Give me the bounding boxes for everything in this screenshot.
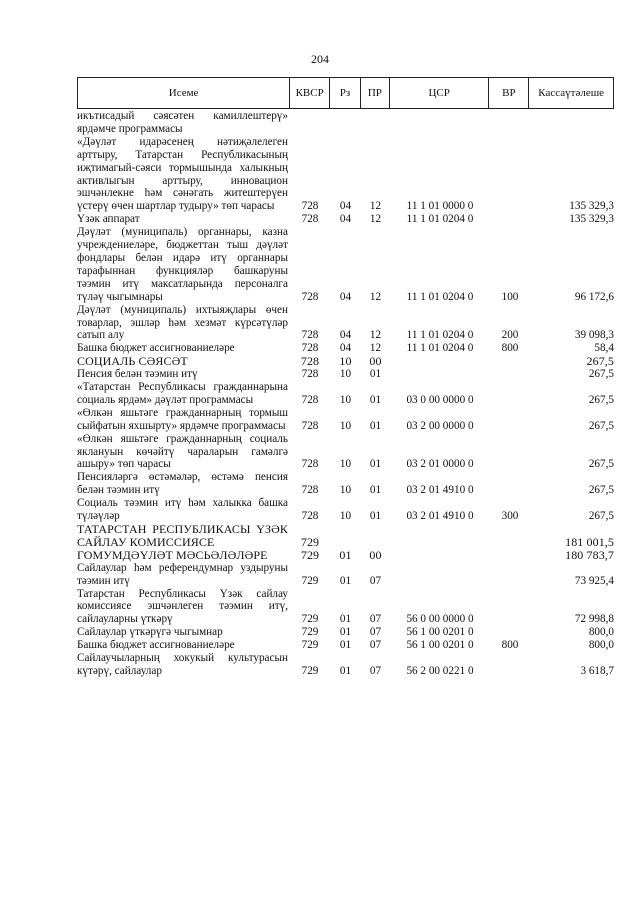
row-kassa: 72 998,8 bbox=[574, 613, 614, 626]
row-rz: 10 bbox=[339, 510, 352, 523]
row-vr: 100 bbox=[501, 290, 519, 303]
row-pr: 12 bbox=[369, 213, 382, 226]
row-csr: 11 1 01 0204 0 bbox=[406, 290, 474, 303]
row-pr: 12 bbox=[369, 329, 382, 342]
table-row bbox=[77, 562, 614, 588]
row-pr: 12 bbox=[369, 200, 382, 213]
row-pr: 01 bbox=[369, 368, 382, 381]
row-pr: 07 bbox=[369, 626, 382, 639]
row-name: «Дәүләт идарәсенең нәтиҗәлелеген арттыру, Татарстан Республикасының иҗтимагый-сәяси тормышында халыкның активлыгын арттыру, инновацион эшчәнлекне һәм сәнәгать житештерүен үстерү өчен шартлар тудыру» төп чарасы bbox=[77, 135, 288, 213]
row-pr: 12 bbox=[369, 342, 382, 355]
row-kassa: 181 001,5 bbox=[565, 534, 614, 549]
row-kassa: 800,0 bbox=[588, 639, 614, 652]
row-pr: 01 bbox=[369, 484, 382, 497]
row-pr: 12 bbox=[369, 290, 382, 303]
row-kassa: 800,0 bbox=[588, 626, 614, 639]
row-rz: 01 bbox=[339, 639, 352, 652]
row-kvsr: 728 bbox=[301, 200, 319, 213]
row-name: СОЦИАЛЬ СӘЯСӘТ bbox=[77, 354, 188, 369]
row-pr: 07 bbox=[369, 664, 382, 677]
row-vr: 300 bbox=[501, 510, 519, 523]
row-name: икътисадый сәясәтен камиллештерү» ярдәмче программасы bbox=[77, 110, 288, 135]
row-name: Үзәк аппарат bbox=[77, 213, 140, 226]
row-kvsr: 728 bbox=[301, 458, 319, 471]
row-name: ГОМУМДӘҮЛӘТ МӘСЬӘЛӘЛӘРЕ bbox=[77, 547, 268, 562]
row-kvsr: 729 bbox=[301, 613, 319, 626]
row-kvsr: 729 bbox=[301, 626, 319, 639]
row-csr: 56 2 00 0221 0 bbox=[406, 664, 474, 677]
row-name: Башка бюджет ассигнованиеләре bbox=[77, 639, 235, 652]
row-csr: 03 2 00 0000 0 bbox=[406, 419, 474, 432]
row-pr: 07 bbox=[369, 574, 382, 587]
row-pr: 01 bbox=[369, 510, 382, 523]
row-kvsr: 728 bbox=[301, 393, 319, 406]
row-kvsr: 728 bbox=[301, 368, 319, 381]
row-name: «Өлкән яшьтәге гражданнарның социаль яклануын көчәйтү чараларын гамәлгә ашыру» төп чарасы bbox=[77, 432, 288, 471]
row-rz: 10 bbox=[339, 354, 352, 369]
row-name: Сайлаулар һәм референдумнар уздыруны тәэмин итү bbox=[77, 561, 288, 587]
row-vr: 200 bbox=[501, 329, 519, 342]
table-row bbox=[77, 549, 614, 562]
row-csr: 11 1 01 0204 0 bbox=[406, 342, 474, 355]
row-name: Сайлаулар үткәрүгә чыгымнар bbox=[77, 626, 223, 639]
row-kvsr: 728 bbox=[301, 484, 319, 497]
row-rz: 04 bbox=[339, 342, 352, 355]
table-row bbox=[77, 355, 614, 368]
row-pr: 07 bbox=[369, 639, 382, 652]
row-pr: 01 bbox=[369, 393, 382, 406]
table-row bbox=[77, 523, 614, 549]
row-name: Сайлаучыларның хокукый культурасын күтәрү, сайлаулар bbox=[77, 652, 288, 677]
row-kassa: 267,5 bbox=[588, 458, 614, 471]
row-rz: 04 bbox=[339, 290, 352, 303]
col-header-pr: ПР bbox=[361, 78, 390, 108]
row-kassa: 58,4 bbox=[594, 342, 614, 355]
row-rz: 01 bbox=[339, 613, 352, 626]
row-pr: 01 bbox=[369, 458, 382, 471]
row-kassa: 267,5 bbox=[588, 419, 614, 432]
row-name: Башка бюджет ассигнованиеләре bbox=[77, 342, 235, 355]
row-rz: 01 bbox=[339, 626, 352, 639]
row-name: Дәүләт (муниципаль) ихтыяҗлары өчен товарлар, эшләр һәм хезмәт күрсәтүләр сатып алу bbox=[77, 303, 288, 342]
col-header-kassa-line1: Касса bbox=[538, 87, 566, 99]
table-row bbox=[77, 110, 614, 136]
row-kvsr: 729 bbox=[300, 547, 320, 562]
page-number: 204 bbox=[311, 52, 329, 66]
row-kassa: 267,5 bbox=[586, 354, 614, 369]
row-vr: 800 bbox=[501, 342, 519, 355]
row-pr: 07 bbox=[369, 613, 382, 626]
row-name: Пенсияләргә өстәмәләр, өстәмә пенсия белән тәэмин итү bbox=[77, 471, 288, 497]
row-name: «Өлкән яшьтәге гражданнарның тормыш сыйфатын яхшырту» ярдәмче программасы bbox=[77, 406, 288, 432]
row-kassa: 267,5 bbox=[588, 368, 614, 381]
row-kvsr: 728 bbox=[301, 290, 319, 303]
row-csr: 03 2 01 4910 0 bbox=[406, 510, 474, 523]
col-header-vr: ВР bbox=[489, 78, 529, 108]
row-name: Пенсия белән тәэмин итү bbox=[77, 368, 198, 381]
row-rz: 10 bbox=[339, 368, 352, 381]
row-kassa: 180 783,7 bbox=[565, 547, 614, 562]
col-header-csr: ЦСР bbox=[390, 78, 490, 108]
row-csr: 11 1 01 0204 0 bbox=[406, 213, 474, 226]
row-kassa: 3 618,7 bbox=[580, 664, 614, 677]
row-rz: 01 bbox=[339, 547, 352, 562]
row-kassa: 135 329,3 bbox=[569, 213, 614, 226]
table-row bbox=[77, 639, 614, 652]
row-kvsr: 729 bbox=[300, 534, 320, 549]
row-kvsr: 728 bbox=[301, 329, 319, 342]
row-csr: 11 1 01 0204 0 bbox=[406, 329, 474, 342]
row-rz: 10 bbox=[339, 458, 352, 471]
table-row bbox=[77, 381, 614, 407]
table-header bbox=[77, 77, 614, 109]
table-row bbox=[77, 497, 614, 523]
row-csr: 56 1 00 0201 0 bbox=[406, 639, 474, 652]
row-name: Социаль тәэмин итү һәм халыкка башка түләүләр bbox=[77, 497, 288, 523]
table-row bbox=[77, 588, 614, 627]
row-kvsr: 729 bbox=[301, 574, 319, 587]
row-rz: 01 bbox=[339, 664, 352, 677]
row-rz: 10 bbox=[339, 393, 352, 406]
row-csr: 03 0 00 0000 0 bbox=[406, 393, 474, 406]
row-kvsr: 729 bbox=[301, 639, 319, 652]
row-csr: 56 0 00 0000 0 bbox=[406, 613, 474, 626]
row-vr: 800 bbox=[501, 639, 519, 652]
table-row bbox=[77, 213, 614, 226]
row-kvsr: 728 bbox=[301, 510, 319, 523]
row-kvsr: 729 bbox=[301, 664, 319, 677]
row-kassa: 267,5 bbox=[588, 393, 614, 406]
table-row bbox=[77, 471, 614, 497]
row-kvsr: 728 bbox=[301, 419, 319, 432]
row-kassa: 96 172,6 bbox=[574, 290, 614, 303]
table-row bbox=[77, 652, 614, 678]
table-row bbox=[77, 626, 614, 639]
row-rz: 04 bbox=[339, 200, 352, 213]
row-rz: 10 bbox=[339, 419, 352, 432]
row-kassa: 267,5 bbox=[588, 510, 614, 523]
row-rz: 04 bbox=[339, 213, 352, 226]
row-kassa: 73 925,4 bbox=[574, 574, 614, 587]
row-kassa: 135 329,3 bbox=[569, 200, 614, 213]
col-header-kassa-line2: үтәлеше bbox=[565, 87, 605, 99]
row-kvsr: 728 bbox=[301, 342, 319, 355]
row-pr: 00 bbox=[369, 354, 382, 369]
row-name: Дәүләт (муниципаль) органнары, казна учреждениеләре, бюджеттан тыш дәүләт фондлары белән идарә итү органнары тарафыннан функцияләр башкаруны тәэмин итү максатларында персоналга түләү чыгымнары bbox=[77, 226, 288, 303]
col-header-name: Исеме bbox=[78, 78, 290, 108]
row-kvsr: 728 bbox=[300, 354, 320, 369]
row-csr: 56 1 00 0201 0 bbox=[406, 626, 474, 639]
row-name: Татарстан Республикасы Үзәк сайлау комиссиясе эшчәнлеген тәэмин итү, сайлауларны үткәрү bbox=[77, 587, 288, 626]
table-row bbox=[77, 226, 614, 303]
row-pr: 00 bbox=[369, 547, 382, 562]
row-kassa: 39 098,3 bbox=[574, 329, 614, 342]
table-body bbox=[77, 110, 614, 678]
col-header-kvsr: КВСР bbox=[290, 78, 330, 108]
row-rz: 10 bbox=[339, 484, 352, 497]
table-row bbox=[77, 407, 614, 433]
table-row bbox=[77, 368, 614, 381]
table-row bbox=[77, 433, 614, 472]
row-csr: 03 2 01 4910 0 bbox=[406, 484, 474, 497]
table-row bbox=[77, 136, 614, 213]
row-csr: 11 1 01 0000 0 bbox=[406, 200, 474, 213]
col-header-kassa bbox=[529, 78, 613, 108]
row-name: «Татарстан Республикасы гражданнарына социаль ярдәм» дәүләт программасы bbox=[77, 381, 288, 406]
row-kvsr: 728 bbox=[301, 213, 319, 226]
row-pr: 01 bbox=[369, 419, 382, 432]
table-row bbox=[77, 304, 614, 343]
row-csr: 03 2 01 0000 0 bbox=[406, 458, 474, 471]
row-kassa: 267,5 bbox=[588, 484, 614, 497]
row-rz: 01 bbox=[339, 574, 352, 587]
row-name: ТАТАРСТАН РЕСПУБЛИКАСЫ ҮЗӘК САЙЛАУ КОМИССИЯСЕ bbox=[77, 522, 288, 549]
col-header-rz: Рз bbox=[330, 78, 361, 108]
row-rz: 04 bbox=[339, 329, 352, 342]
